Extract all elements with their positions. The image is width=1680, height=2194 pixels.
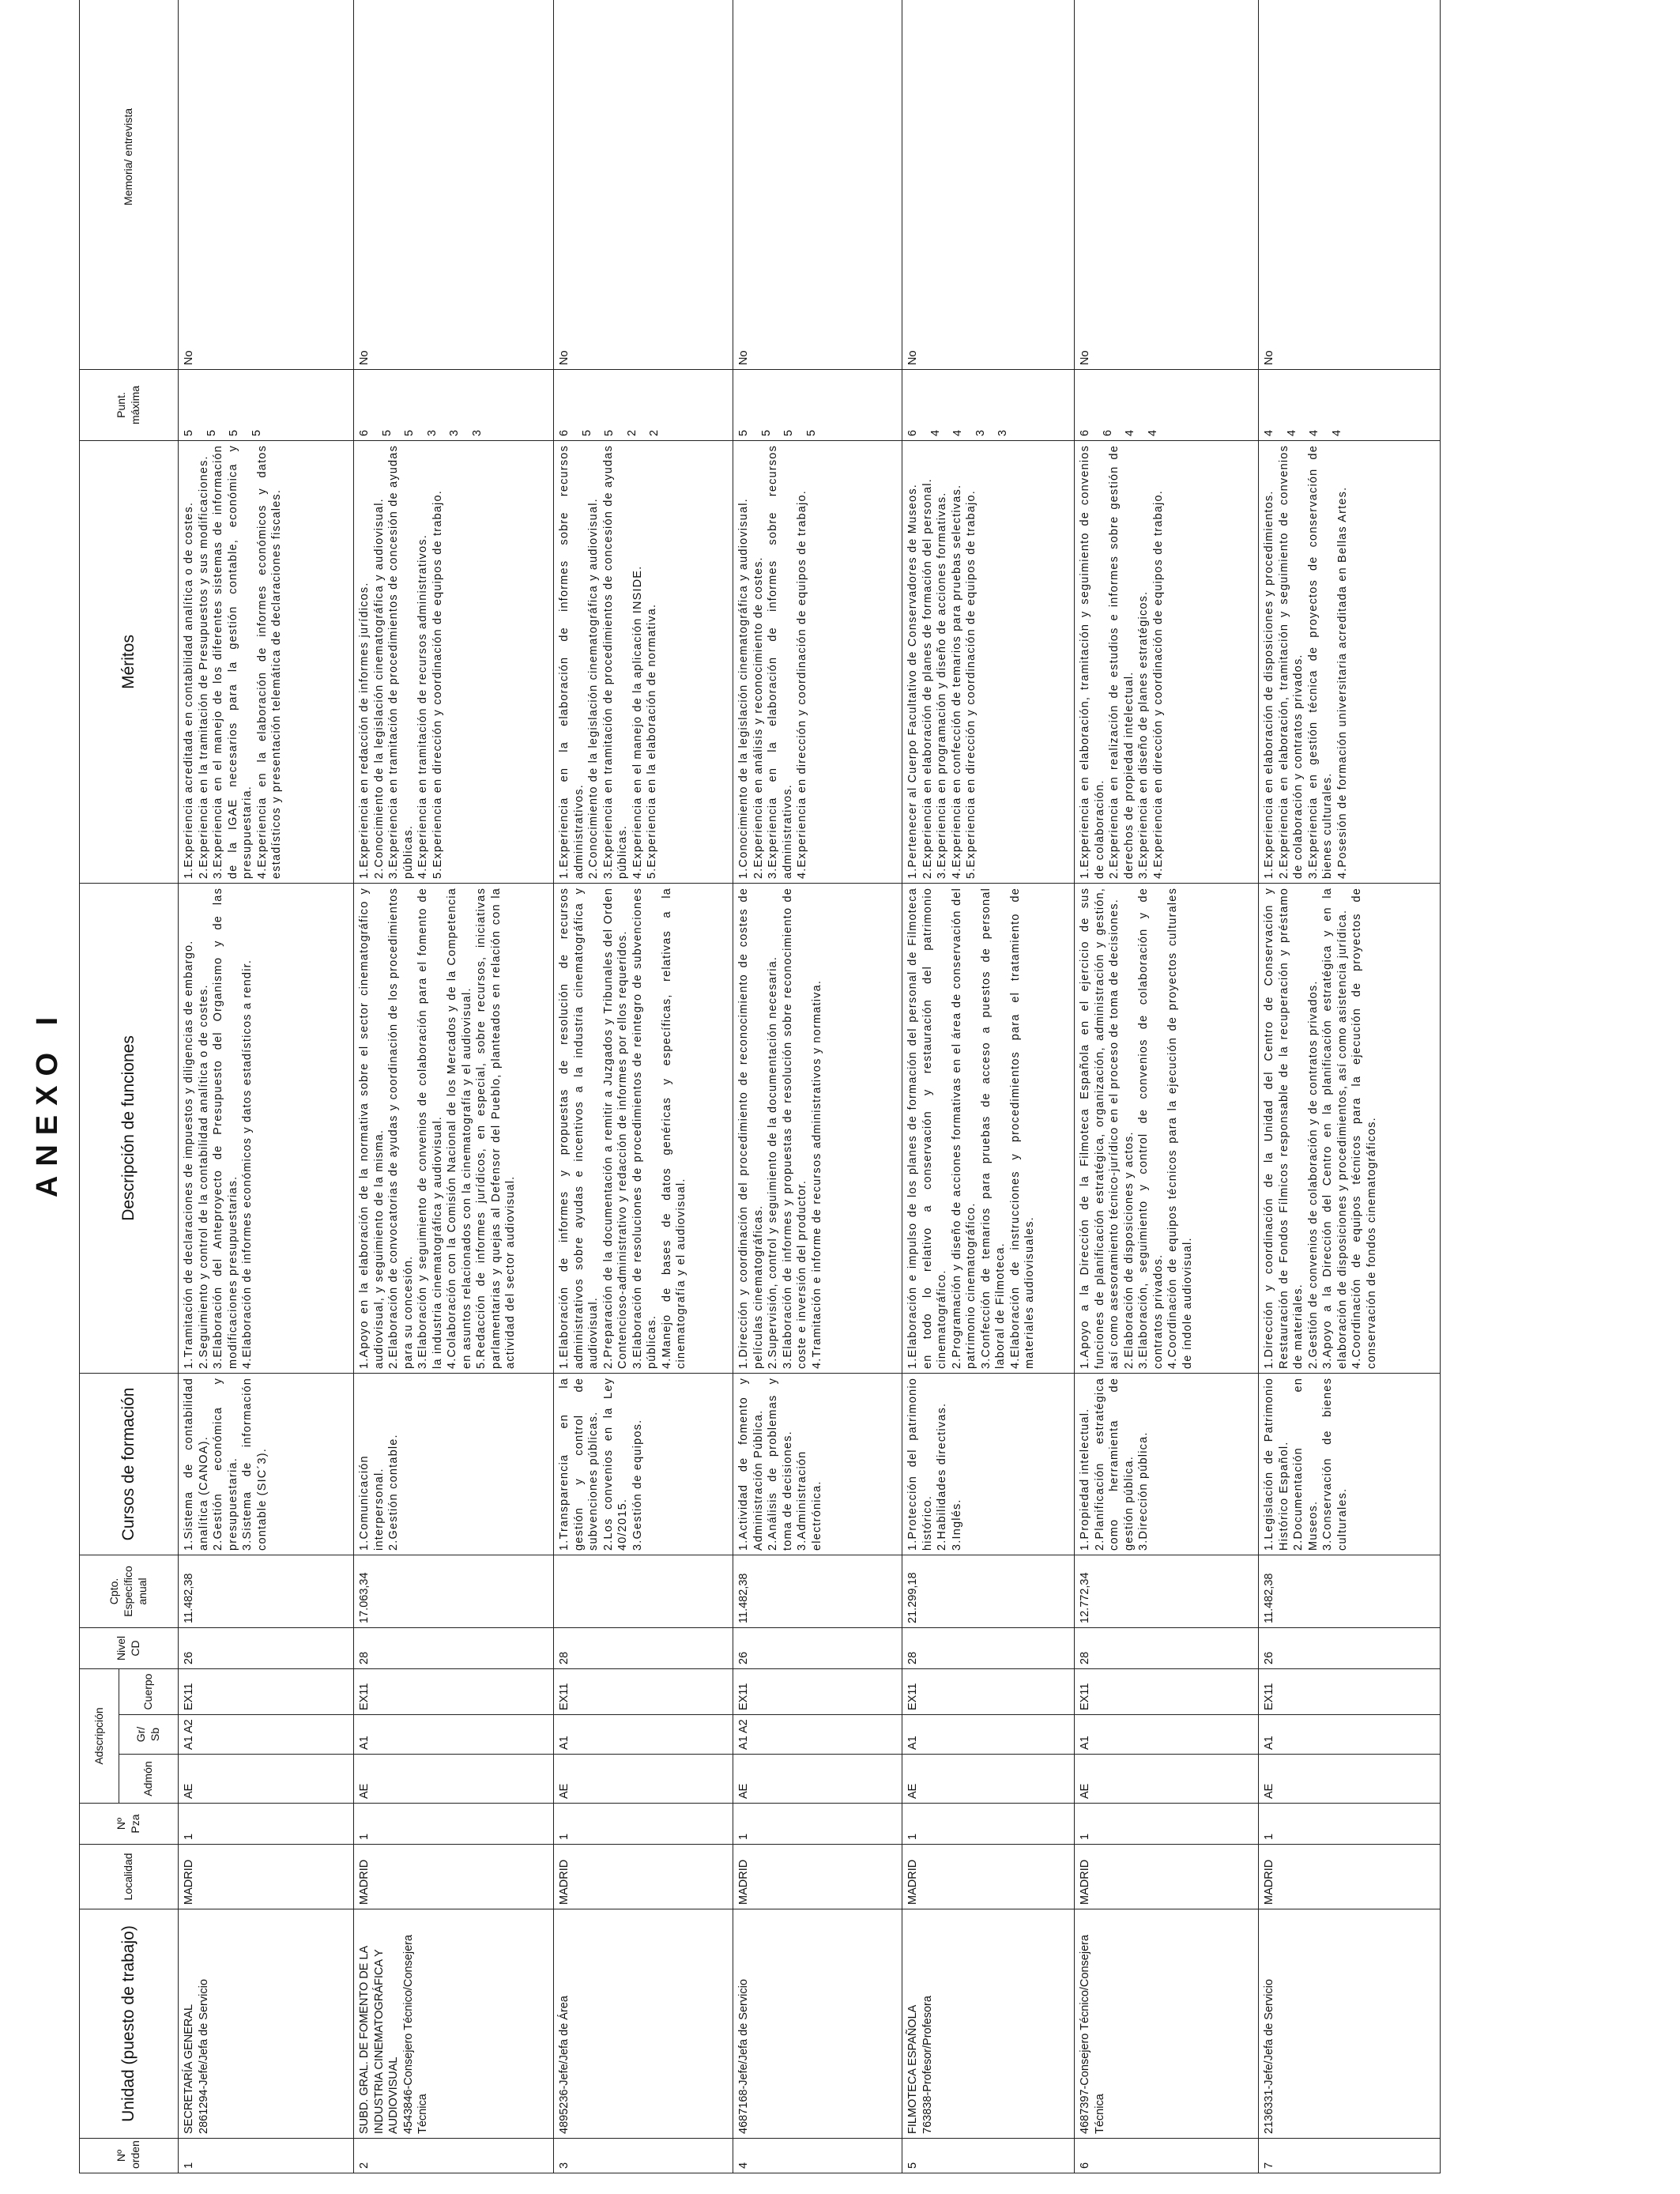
cursos-line: 3.Sistema de información contable (SIC´3). bbox=[241, 1377, 269, 1551]
puntos-line: 5 bbox=[737, 429, 750, 436]
puntos-line: 3 bbox=[974, 429, 987, 436]
puntos-line: 5 bbox=[403, 429, 416, 436]
cell-memoria: No bbox=[1259, 0, 1441, 369]
cell-cpto: 21.299,18 bbox=[902, 1555, 1075, 1627]
cell-descripcion bbox=[554, 883, 733, 1373]
meritos-line: 3.Experiencia en la elaboración de informes sobre recursos administrativos. bbox=[767, 444, 794, 879]
descripcion-line: 1.Elaboración e impulso de los planes de formación del personal de Filmoteca en todo lo relativo a conservación y restauración del patrimonio cinematográfico. bbox=[906, 887, 949, 1369]
cell-unidad bbox=[1075, 1909, 1259, 2139]
descripcion-line: 2.Gestión de convenios de colaboración y de contratos privados. bbox=[1306, 980, 1320, 1369]
puntos-line: 6 bbox=[358, 429, 371, 436]
cell-descripcion bbox=[1259, 883, 1441, 1373]
cell-localidad: MADRID bbox=[554, 1845, 733, 1909]
cell-gr: A1 bbox=[902, 1715, 1075, 1755]
meritos-line: 3.Experiencia en programación y diseño de acciones formativas. bbox=[936, 492, 949, 879]
meritos-line: 5.Experiencia en dirección y coordinación de equipos de trabajo. bbox=[965, 490, 978, 879]
descripcion-line: 1.Tramitación de declaraciones de impuestos y diligencias de embargo. bbox=[183, 940, 195, 1369]
cell-puntos bbox=[1075, 369, 1259, 440]
header-nivel: Nivel CD bbox=[80, 1627, 179, 1668]
cell-cpto: 11.482,38 bbox=[179, 1555, 354, 1627]
cell-descripcion bbox=[733, 883, 902, 1373]
descripcion-line: 2.Supervisión, control y seguimiento de la documentación necesaria. bbox=[767, 956, 780, 1369]
descripcion-line: 2.Seguimiento y control de la contabilidad analítica o de costes. bbox=[197, 984, 210, 1369]
cell-memoria: No bbox=[902, 0, 1075, 369]
meritos-line: 3.Experiencia en diseño de planes estratégicos. bbox=[1137, 590, 1151, 879]
descripcion-line: 4.Elaboración de informes económicos y datos estadísticos a rendir. bbox=[241, 959, 254, 1369]
cell-memoria: No bbox=[179, 0, 354, 369]
meritos-line: 4.Experiencia en tramitación de recursos administrativos. bbox=[416, 534, 430, 879]
cursos-line: 1.Legislación de Patrimonio Histórico Español. bbox=[1263, 1377, 1290, 1551]
cell-cpto bbox=[554, 1555, 733, 1627]
cell-cuerpo: EX11 bbox=[354, 1668, 554, 1714]
meritos-line: 4.Experiencia en el manejo de la aplicación INSIDE. bbox=[631, 565, 644, 879]
header-unidad: Unidad (puesto de trabajo) bbox=[80, 1909, 179, 2139]
descripcion-line: 3.Apoyo a la Dirección del Centro en la planificación estratégica y en la elaboración de disposiciones y procedimientos, así como asistencia jurídica. bbox=[1321, 887, 1349, 1369]
cursos-line: 3.Inglés. bbox=[950, 1498, 963, 1551]
cell-unidad bbox=[554, 1909, 733, 2139]
unidad-line: 4687397-Consejero Técnico/Consejera Técnica bbox=[1079, 1934, 1106, 2134]
puntos-line: 5 bbox=[228, 429, 241, 436]
cursos-line: 1.Transparencia en la gestión y control de subvenciones públicas. bbox=[558, 1377, 601, 1551]
meritos-line: 4.Experiencia en dirección y coordinación de equipos de trabajo. bbox=[796, 490, 809, 879]
cell-unidad bbox=[179, 1909, 354, 2139]
cell-cursos bbox=[554, 1373, 733, 1555]
cell-admon: AE bbox=[902, 1755, 1075, 1804]
meritos-line: 1.Experiencia en elaboración, tramitación y seguimiento de convenios de colaboración. bbox=[1079, 444, 1106, 879]
table-row bbox=[354, 0, 554, 2173]
meritos-line: 2.Conocimiento de la legislación cinematográfica y audiovisual. bbox=[372, 498, 386, 879]
table-row bbox=[1075, 0, 1259, 2173]
unidad-line: SECRETARÍA GENERAL bbox=[183, 2004, 195, 2134]
cell-cuerpo: EX11 bbox=[554, 1668, 733, 1714]
puntos-line: 4 bbox=[1285, 429, 1298, 436]
meritos-line: 1.Experiencia en elaboración de disposiciones y procedimientos. bbox=[1263, 490, 1275, 879]
cell-admon: AE bbox=[354, 1755, 554, 1804]
cell-descripcion bbox=[354, 883, 554, 1373]
document-title: ANEXO I bbox=[31, 1007, 64, 1198]
descripcion-line: 4.Tramitación e informe de recursos administrativos y normativa. bbox=[810, 979, 823, 1369]
table-row bbox=[179, 0, 354, 2173]
unidad-line: SUBD. GRAL. DE FOMENTO DE LA INDUSTRIA CINEMATOGRÁFICA Y AUDIOVISUAL bbox=[358, 1946, 401, 2134]
cell-puntos bbox=[554, 369, 733, 440]
header-descripcion: Descripción de funciones bbox=[80, 883, 179, 1373]
cell-admon: AE bbox=[733, 1755, 902, 1804]
cell-meritos bbox=[354, 440, 554, 883]
header-orden: Nº orden bbox=[80, 2139, 179, 2173]
meritos-line: 1.Conocimiento de la legislación cinematográfica y audiovisual. bbox=[737, 498, 750, 879]
puntos-line: 4 bbox=[951, 429, 965, 436]
table-row bbox=[902, 0, 1075, 2173]
cell-puntos bbox=[179, 369, 354, 440]
unidad-line: 763838-Profesor/Profesora bbox=[921, 1996, 934, 2134]
cursos-line: 2.Gestión económica y presupuestaria. bbox=[212, 1377, 239, 1551]
cell-pza: 1 bbox=[1259, 1804, 1441, 1845]
puntos-line: 5 bbox=[580, 429, 593, 436]
descripcion-line: 3.Elaboración, seguimiento y control de convenios de colaboración y de contratos privados. bbox=[1137, 887, 1165, 1369]
cell-gr: A1 bbox=[354, 1715, 554, 1755]
meritos-line: 4.Posesión de formación universitaria acreditada en Bellas Artes. bbox=[1335, 486, 1349, 879]
cell-admon: AE bbox=[179, 1755, 354, 1804]
descripcion-line: 5.Redacción de informes jurídicos, en especial, sobre recursos, iniciativas parlamentarias y quejas al Defensor del Pueblo, planteados en relación con la actividad del sector audiovisual. bbox=[475, 887, 518, 1369]
cell-admon: AE bbox=[554, 1755, 733, 1804]
unidad-line: FILMOTECA ESPAÑOLA bbox=[906, 2004, 919, 2134]
cell-descripcion bbox=[1075, 883, 1259, 1373]
cell-cpto: 11.482,38 bbox=[1259, 1555, 1441, 1627]
cursos-line: 3.Dirección pública. bbox=[1137, 1431, 1151, 1551]
puntos-line: 3 bbox=[996, 429, 1010, 436]
descripcion-line: 4.Colaboración con la Comisión Nacional de los Mercados y de la Competencia en asuntos relacionados con la cinematografía y el audiovisual. bbox=[446, 887, 473, 1369]
puntos-line: 6 bbox=[1101, 429, 1114, 436]
meritos-line: 1.Pertenecer al Cuerpo Facultativo de Conservadores de Museos. bbox=[906, 484, 919, 879]
cell-gr: A1 A2 bbox=[179, 1715, 354, 1755]
cell-cursos bbox=[902, 1373, 1075, 1555]
meritos-line: 2.Experiencia en realización de estudios e informes sobre gestión de derechos de propiedad intelectual. bbox=[1108, 444, 1136, 879]
descripcion-line: 3.Elaboración del Anteproyecto de Presupuesto del Organismo y de las modificaciones presupuestarias. bbox=[212, 887, 239, 1369]
puntos-line: 4 bbox=[1330, 429, 1343, 436]
cell-nivel: 28 bbox=[354, 1627, 554, 1668]
cell-orden: 5 bbox=[902, 2139, 1075, 2173]
cell-meritos bbox=[1259, 440, 1441, 883]
puntos-line: 3 bbox=[448, 429, 461, 436]
header-pza: Nº Pza bbox=[80, 1804, 179, 1845]
cursos-line: 2.Planificación estratégica como herramienta de gestión pública. bbox=[1093, 1377, 1136, 1551]
cell-nivel: 28 bbox=[1075, 1627, 1259, 1668]
cell-cpto: 17.063,34 bbox=[354, 1555, 554, 1627]
cell-nivel: 26 bbox=[179, 1627, 354, 1668]
cell-localidad: MADRID bbox=[902, 1845, 1075, 1909]
meritos-line: 5.Experiencia en la elaboración de normativa. bbox=[646, 603, 659, 879]
cell-admon: AE bbox=[1259, 1755, 1441, 1804]
cell-cpto: 12.772,34 bbox=[1075, 1555, 1259, 1627]
puntos-line: 5 bbox=[183, 429, 195, 436]
cell-cuerpo: EX11 bbox=[179, 1668, 354, 1714]
cell-orden: 2 bbox=[354, 2139, 554, 2173]
cell-orden: 7 bbox=[1259, 2139, 1441, 2173]
cell-localidad: MADRID bbox=[179, 1845, 354, 1909]
header-memoria: Memoria/ entrevista bbox=[80, 0, 179, 369]
cell-meritos bbox=[179, 440, 354, 883]
cell-cuerpo: EX11 bbox=[1259, 1668, 1441, 1714]
cursos-line: 2.Análisis de problemas y toma de decisiones. bbox=[767, 1377, 794, 1551]
cell-orden: 1 bbox=[179, 2139, 354, 2173]
header-cuerpo: Cuerpo bbox=[119, 1668, 179, 1714]
table-body bbox=[179, 0, 1441, 2173]
cell-puntos bbox=[354, 369, 554, 440]
puntos-line: 5 bbox=[380, 429, 394, 436]
cell-descripcion bbox=[902, 883, 1075, 1373]
cursos-line: 1.Sistema de contabilidad analítica (CANOA). bbox=[183, 1377, 210, 1551]
cell-localidad: MADRID bbox=[733, 1845, 902, 1909]
header-cursos: Cursos de formación bbox=[80, 1373, 179, 1555]
cell-localidad: MADRID bbox=[1259, 1845, 1441, 1909]
descripcion-line: 1.Elaboración de informes y propuestas de resolución de recursos administrativos sobre ayudas e incentivos a la industria cinematográfica y audiovisual. bbox=[558, 887, 601, 1369]
descripcion-line: 2.Elaboración de disposiciones y actos. bbox=[1122, 1131, 1136, 1369]
header-puntos: Punt. máxima bbox=[80, 369, 179, 440]
cell-memoria: No bbox=[554, 0, 733, 369]
cell-descripcion bbox=[179, 883, 354, 1373]
cell-nivel: 26 bbox=[1259, 1627, 1441, 1668]
cell-cursos bbox=[354, 1373, 554, 1555]
descripcion-line: 2.Preparación de la documentación a remitir a Juzgados y Tribunales del Orden Contencioso-administrativo y redacción de informes por ellos requeridos. bbox=[601, 887, 630, 1369]
header-gr: Gr/ Sb bbox=[119, 1715, 179, 1755]
cell-unidad bbox=[733, 1909, 902, 2139]
meritos-line: 3.Experiencia en gestión técnica de proyectos de conservación de bienes culturales. bbox=[1306, 444, 1335, 879]
puntos-line: 5 bbox=[782, 429, 796, 436]
puntos-line: 4 bbox=[1146, 429, 1159, 436]
header-admon: Admón bbox=[119, 1755, 179, 1804]
cell-cuerpo: EX11 bbox=[902, 1668, 1075, 1714]
cursos-line: 3.Gestión de equipos. bbox=[631, 1419, 644, 1551]
puntos-line: 5 bbox=[603, 429, 616, 436]
cell-cuerpo: EX11 bbox=[733, 1668, 902, 1714]
cursos-line: 1.Propiedad intelectual. bbox=[1079, 1408, 1091, 1551]
cell-unidad bbox=[1259, 1909, 1441, 2139]
cursos-line: 2.Los convenios en la Ley 40/2015. bbox=[601, 1377, 630, 1551]
cell-meritos bbox=[733, 440, 902, 883]
cell-unidad bbox=[354, 1909, 554, 2139]
meritos-line: 3.Experiencia en tramitación de procedimientos de concesión de ayudas públicas. bbox=[387, 444, 415, 879]
cell-pza: 1 bbox=[1075, 1804, 1259, 1845]
cell-gr: A1 A2 bbox=[733, 1715, 902, 1755]
puntos-line: 6 bbox=[558, 429, 571, 436]
cursos-line: 1.Comunicación interpersonal. bbox=[358, 1455, 386, 1551]
cell-memoria: No bbox=[733, 0, 902, 369]
cell-admon: AE bbox=[1075, 1755, 1259, 1804]
meritos-line: 4.Experiencia en la elaboración de informes económicos y datos estadísticos y presentación telemática de declaraciones fiscales. bbox=[255, 444, 284, 879]
descripcion-line: 4.Manejo de bases de datos genéricas y específicas, relativas a la cinematografía y el audiovisual. bbox=[660, 887, 688, 1369]
puntos-line: 5 bbox=[759, 429, 773, 436]
positions-table bbox=[79, 0, 1441, 2173]
meritos-line: 2.Experiencia en la tramitación de Presupuestos y sus modificaciones. bbox=[197, 455, 210, 879]
descripcion-line: 3.Elaboración y seguimiento de convenios de colaboración para el fomento de la industria cinematográfica y audiovisual. bbox=[416, 887, 444, 1369]
puntos-line: 5 bbox=[205, 429, 218, 436]
descripcion-line: 1.Dirección y coordinación del procedimiento de reconocimiento de costes de películas cinematográficas. bbox=[737, 887, 765, 1369]
cell-memoria: No bbox=[354, 0, 554, 369]
descripcion-line: 3.Elaboración de informes y propuestas de resolución sobre reconocimiento de coste e inversión del productor. bbox=[781, 887, 809, 1369]
descripcion-line: 4.Coordinación de equipos técnicos para la ejecución de proyectos culturales de índole audiovisual. bbox=[1166, 887, 1194, 1369]
puntos-line: 2 bbox=[648, 429, 661, 436]
cell-cursos bbox=[179, 1373, 354, 1555]
meritos-line: 2.Conocimiento de la legislación cinematográfica y audiovisual. bbox=[587, 498, 601, 879]
cell-pza: 1 bbox=[554, 1804, 733, 1845]
unidad-line: 4895236-Jefe/Jefa de Área bbox=[558, 1996, 571, 2134]
cell-pza: 1 bbox=[902, 1804, 1075, 1845]
table-row bbox=[1259, 0, 1441, 2173]
cursos-line: 2.Habilidades directivas. bbox=[936, 1402, 949, 1551]
cursos-line: 2.Gestión contable. bbox=[387, 1434, 401, 1551]
meritos-line: 4.Experiencia en confección de temarios para pruebas selectivas. bbox=[950, 484, 963, 879]
puntos-line: 3 bbox=[470, 429, 484, 436]
meritos-line: 2.Experiencia en elaboración de planes de formación del personal. bbox=[921, 478, 934, 879]
cell-puntos bbox=[902, 369, 1075, 440]
descripcion-line: 1.Apoyo en la elaboración de la normativa sobre el sector cinematográfico y audiovisual, y seguimiento de la misma. bbox=[358, 887, 386, 1369]
cell-puntos bbox=[1259, 369, 1441, 440]
cell-meritos bbox=[1075, 440, 1259, 883]
table-row bbox=[554, 0, 733, 2173]
cell-meritos bbox=[554, 440, 733, 883]
cell-pza: 1 bbox=[354, 1804, 554, 1845]
puntos-line: 4 bbox=[1263, 429, 1275, 436]
puntos-line: 4 bbox=[1124, 429, 1137, 436]
meritos-line: 1.Experiencia en redacción de informes jurídicos. bbox=[358, 582, 371, 879]
cell-cursos bbox=[1259, 1373, 1441, 1555]
descripcion-line: 2.Programación y diseño de acciones formativas en el área de conservación del patrimonio cinematográfico. bbox=[950, 887, 978, 1369]
cell-meritos bbox=[902, 440, 1075, 883]
cell-orden: 4 bbox=[733, 2139, 902, 2173]
unidad-line: 4543846-Consejero Técnico/Consejera Técnica bbox=[401, 1934, 430, 2134]
meritos-line: 3.Experiencia en el manejo de los diferentes sistemas de información de la IGAE necesarios para la gestión contable, económica y presupuestaria. bbox=[212, 444, 254, 879]
cell-cursos bbox=[1075, 1373, 1259, 1555]
header-localidad: Localidad bbox=[80, 1845, 179, 1909]
unidad-line: 2861294-Jefe/Jefa de Servicio bbox=[197, 1979, 210, 2134]
cell-puntos bbox=[733, 369, 902, 440]
cell-gr: A1 bbox=[1075, 1715, 1259, 1755]
puntos-line: 3 bbox=[425, 429, 439, 436]
meritos-line: 5.Experiencia en dirección y coordinación de equipos de trabajo. bbox=[431, 490, 444, 879]
puntos-line: 2 bbox=[625, 429, 638, 436]
cursos-line: 1.Actividad de fomento y Administración Pública. bbox=[737, 1377, 765, 1551]
cell-orden: 3 bbox=[554, 2139, 733, 2173]
unidad-line: 4687168-Jefe/Jefa de Servicio bbox=[737, 1979, 750, 2134]
rotated-page bbox=[24, 16, 1454, 2189]
cell-unidad bbox=[902, 1909, 1075, 2139]
cell-cpto: 11.482,38 bbox=[733, 1555, 902, 1627]
descripcion-line: 3.Confección de temarios para pruebas de acceso a puestos de personal laboral de Filmoteca. bbox=[979, 887, 1008, 1369]
cell-memoria: No bbox=[1075, 0, 1259, 369]
cell-gr: A1 bbox=[554, 1715, 733, 1755]
header-meritos: Méritos bbox=[80, 440, 179, 883]
cursos-line: 3.Conservación de bienes culturales. bbox=[1321, 1377, 1349, 1551]
meritos-line: 3.Experiencia en tramitación de procedimientos de concesión de ayudas públicas. bbox=[601, 444, 630, 879]
meritos-line: 2.Experiencia en elaboración, tramitación y seguimiento de convenios de colaboración y contratos privados. bbox=[1277, 444, 1305, 879]
puntos-line: 6 bbox=[1079, 429, 1091, 436]
cursos-line: 2.Documentación en Museos. bbox=[1292, 1377, 1320, 1551]
cell-localidad: MADRID bbox=[1075, 1845, 1259, 1909]
cell-localidad: MADRID bbox=[354, 1845, 554, 1909]
cell-pza: 1 bbox=[733, 1804, 902, 1845]
table-row bbox=[733, 0, 902, 2173]
cell-orden: 6 bbox=[1075, 2139, 1259, 2173]
cursos-line: 1.Protección del patrimonio histórico. bbox=[906, 1377, 934, 1551]
cell-cursos bbox=[733, 1373, 902, 1555]
cell-cuerpo: EX11 bbox=[1075, 1668, 1259, 1714]
cell-nivel: 28 bbox=[554, 1627, 733, 1668]
descripcion-line: 2.Elaboración de convocatorias de ayudas y coordinación de los procedimientos para su concesión. bbox=[387, 887, 415, 1369]
unidad-line: 2136331-Jefe/Jefa de Servicio bbox=[1263, 1979, 1275, 2134]
puntos-line: 5 bbox=[804, 429, 818, 436]
descripcion-line: 1.Apoyo a la Dirección de la Filmoteca Española en el ejercicio de sus funciones de planificación estratégica, organización, administración y gestión, así como asesoramiento técnico-jurídico en el proceso de toma de decisiones. bbox=[1079, 887, 1121, 1369]
descripcion-line: 3.Elaboración de resoluciones de procedimientos de reintegro de subvenciones públicas. bbox=[631, 887, 659, 1369]
puntos-line: 4 bbox=[1308, 429, 1321, 436]
meritos-line: 4.Experiencia en dirección y coordinación de equipos de trabajo. bbox=[1151, 490, 1165, 879]
cell-nivel: 28 bbox=[902, 1627, 1075, 1668]
descripcion-line: 4.Coordinación de equipos técnicos para la ejecución de proyectos de conservación de fondos cinematográficos. bbox=[1350, 887, 1378, 1369]
puntos-line: 4 bbox=[929, 429, 942, 436]
cell-nivel: 26 bbox=[733, 1627, 902, 1668]
cell-pza: 1 bbox=[179, 1804, 354, 1845]
cursos-line: 3.Administración electrónica. bbox=[796, 1450, 823, 1551]
meritos-line: 2.Experiencia en análisis y reconocimiento de costes. bbox=[751, 556, 765, 879]
meritos-line: 1.Experiencia acreditada en contabilidad analítica o de costes. bbox=[183, 501, 195, 879]
meritos-line: 1.Experiencia en la elaboración de informes sobre recursos administrativos. bbox=[558, 444, 586, 879]
descripcion-line: 4.Elaboración de instrucciones y procedimientos para el tratamiento de materiales audiovisuales. bbox=[1008, 887, 1037, 1369]
puntos-line: 6 bbox=[906, 429, 919, 436]
descripcion-line: 1.Dirección y coordinación de la Unidad del Centro de Conservación y Restauración de Fondos Fílmicos responsable de la recuperación y préstamo de materiales. bbox=[1263, 887, 1305, 1369]
header-cpto: Cpto. Específico anual bbox=[80, 1555, 179, 1627]
puntos-line: 5 bbox=[250, 429, 263, 436]
cell-gr: A1 bbox=[1259, 1715, 1441, 1755]
header-adscripcion: Adscripción bbox=[80, 1668, 119, 1803]
